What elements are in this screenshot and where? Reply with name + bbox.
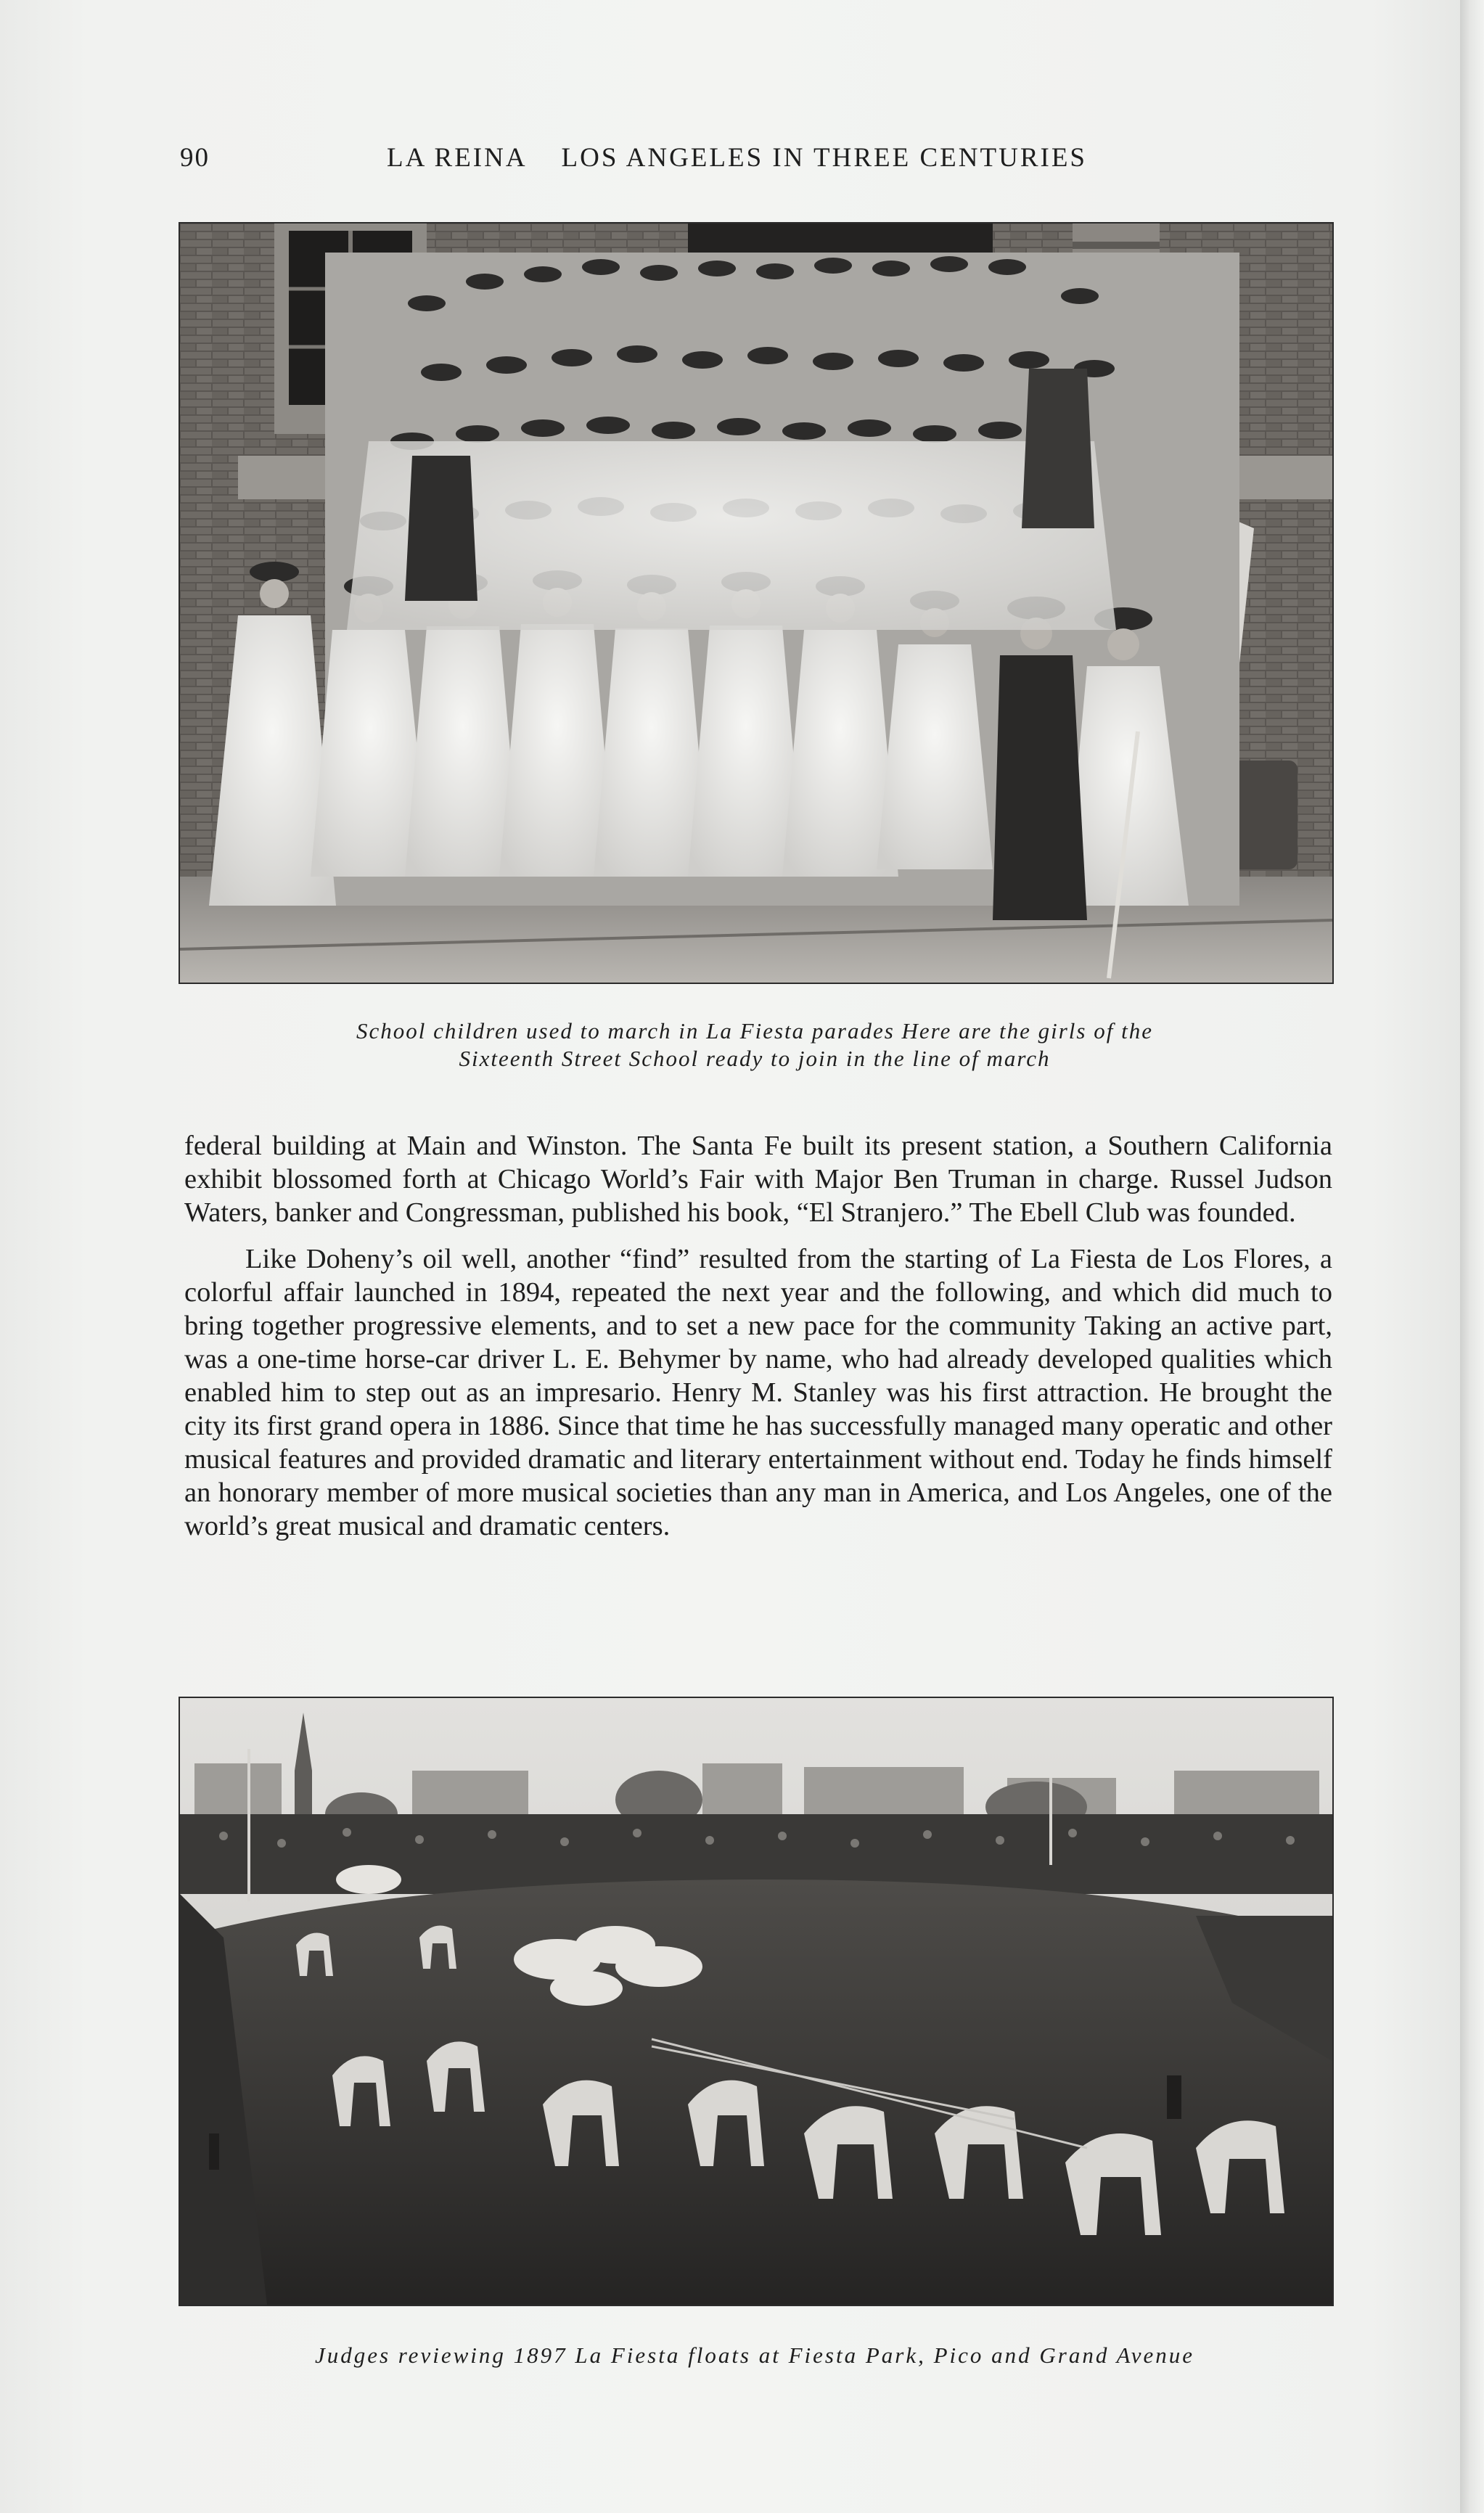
paragraph-2: Like Doheny’s oil well, another “find” resulted from the starting of La Fiesta de Los Flores, a colorful affair launched in 1894, repeated the next year and the following, and which did much to bring together progressive elements, and to set a new pace for the community Taking an active part, was a one-time horse-car driver L. E. Behymer by name, who had already developed qualities which enabled him to step out as an impresario. Henry M. Stanley was his first attraction. He brought the city its first grand opera in 1886. Since that time he has successfully managed many operatic and other musical features and provided dramatic and literary entertainment without end. Today he finds himself an honorary member of more musical societies than any man in America, and Los Angeles, one of the world’s great musical and dramatic centers. [184, 1244, 1332, 1541]
page-edge-shadow [1460, 0, 1484, 2513]
photo-caption-fiesta-floats: Judges reviewing 1897 La Fiesta floats at Fiesta Park, Pico and Grand Avenue [314, 2342, 1195, 2368]
page-number: 90 [180, 143, 210, 173]
school-children-photo-drawing [180, 224, 1332, 983]
fiesta-floats-photo-drawing [180, 1698, 1332, 2305]
school-children-photo [179, 222, 1334, 984]
running-head [180, 142, 1334, 179]
paragraph-1: federal building at Main and Winston. The Santa Fe built its present station, a Southern California exhibit blossomed forth at Chicago World’s Fair with Major Ben Truman in charge. Russel Judson Waters, banker and Congressman, published his book, “El Stranjero.” The Ebell Club was founded. [184, 1131, 1332, 1228]
photo-caption-school-children [179, 1017, 1331, 1073]
fiesta-floats-photo [179, 1697, 1334, 2306]
caption-line-1: School children used to march in La Fiesta parades Here are the girls of the [356, 1018, 1153, 1044]
caption-line-2: Sixteenth Street School ready to join in the line of march [459, 1046, 1051, 1071]
running-title: LA REINA LOS ANGELES IN THREE CENTURIES [387, 143, 1088, 173]
body-text [184, 1129, 1332, 1556]
